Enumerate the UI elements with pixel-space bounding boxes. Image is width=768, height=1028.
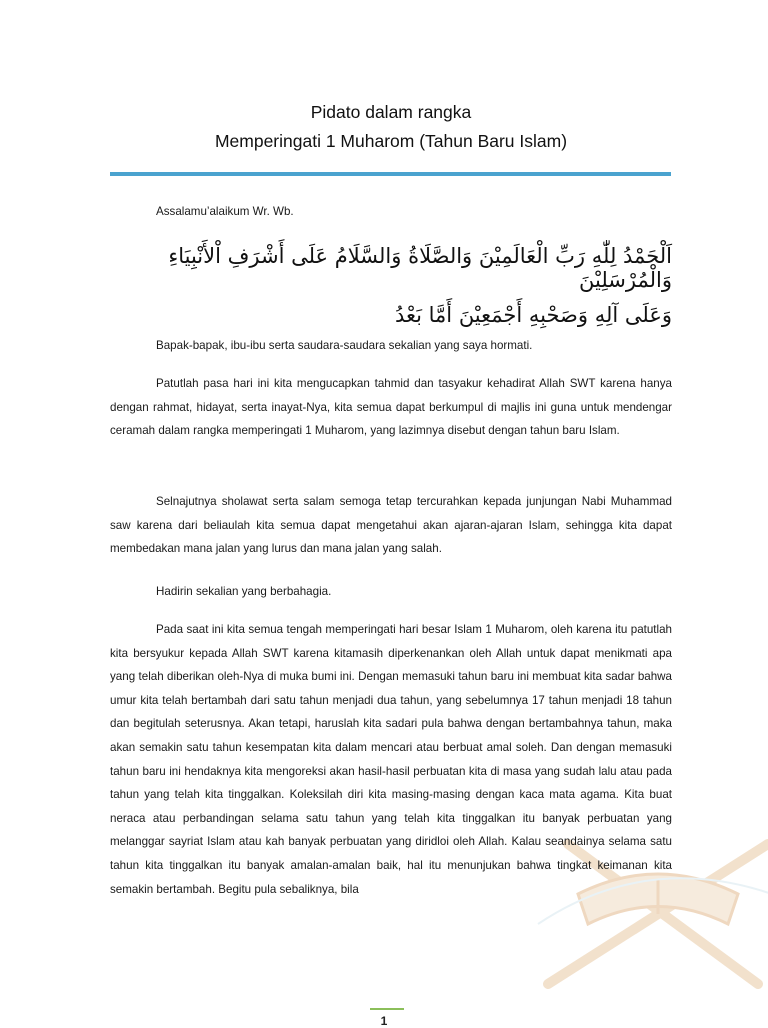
paragraph-text: Bapak-bapak, ibu-ibu serta saudara-saudara sekalian yang saya hormati. — [156, 339, 533, 352]
paragraph-text: Patutlah pasa hari ini kita mengucapkan tahmid dan tasyakur kehadirat Allah SWT karena hanya dengan rahmat, hidayat, serta inayat-Nya, kita semua dapat berkumpul di majlis ini guna untuk mendengar ceramah dalam rangka memperingati 1 Muharom, yang lazimnya disebut dengan tahun baru Islam. — [110, 377, 672, 438]
paragraph-tahmid — [110, 372, 672, 443]
paragraph-hadirin — [110, 580, 672, 604]
page-number: 1 — [380, 1014, 388, 1028]
paragraph-text: Hadirin sekalian yang berbahagia. — [156, 585, 332, 598]
title-line-1: Pidato dalam rangka — [310, 102, 472, 122]
greeting: Assalamu’alaikum Wr. Wb. — [156, 205, 294, 218]
paragraph-text: Selnajutnya sholawat serta salam semoga tetap tercurahkan kepada junjungan Nabi Muhammad saw karena dari beliaulah kita semua dapat mengetahui akan ajaran-ajaran Islam, sehingga kita dapat membedakan mana jalan yang lurus dan mana jalan yang salah. — [110, 495, 672, 556]
arabic-opening-line-2: وَعَلَى آلِهِ وَصَحْبِهِ أَجْمَعِيْنَ أَمَّا بَعْدُ — [394, 303, 672, 327]
paragraph-text: Pada saat ini kita semua tengah memperingati hari besar Islam 1 Muharom, oleh karena itu patutlah kita bersyukur kepada Allah SWT karena kitamasih diperkenankan oleh Allah untuk dapat menikmati apa yang telah diberikan oleh-Nya di muka bumi ini. Dengan memasuki tahun baru ini membuat kita sadar bahwa umur kita telah bertambah dari satu tahun menjadi dua tahun, yang sebelumnya 17 tahun menjadi 18 tahun dan begitulah seterusnya. Akan tetapi, haruslah kita sadari pula bahwa dengan bertambahnya tahun, maka akan semakin satu tahun kesempatan kita dalam mencari atau berbuat amal soleh. Dan dengan memasuki tahun baru ini hendaknya kita mengoreksi akan hasil-hasil perbuatan kita di masa yang sudah lalu atau pada tahun yang telah kita tinggalkan. Koleksilah diri kita masing-masing dengan kaca mata agama. Kita buat neraca atau perbandingan selama satu tahun yang telah kita tinggalkan itu banyak perbuatan yang melanggar sayriat Islam atau kah banyak perbuatan yang diridloi oleh Allah. Kalau seandainya selama satu tahun kita tinggalkan itu banyak amalan-amalan baik, hal itu menunjukan bahwa tingkat keimanan kita semakin bertambah. Begitu pula sebaliknya, bila — [110, 623, 672, 896]
arabic-opening-line-1: اَلْحَمْدُ لِلّٰهِ رَبِّ الْعَالَمِيْنَ وَالصَّلَاةُ وَالسَّلَامُ عَلَى أَشْرَفِ اْلأَنْبِيَاءِ وَالْمُرْسَلِيْنَ — [168, 244, 672, 292]
paragraph-main — [110, 618, 672, 901]
paragraph-sholawat — [110, 490, 672, 561]
title-divider — [110, 172, 671, 176]
title-line-2: Memperingati 1 Muharom (Tahun Baru Islam) — [214, 131, 568, 151]
document-title — [110, 98, 672, 156]
page-number-marker — [370, 1008, 404, 1010]
paragraph-address — [110, 334, 672, 358]
